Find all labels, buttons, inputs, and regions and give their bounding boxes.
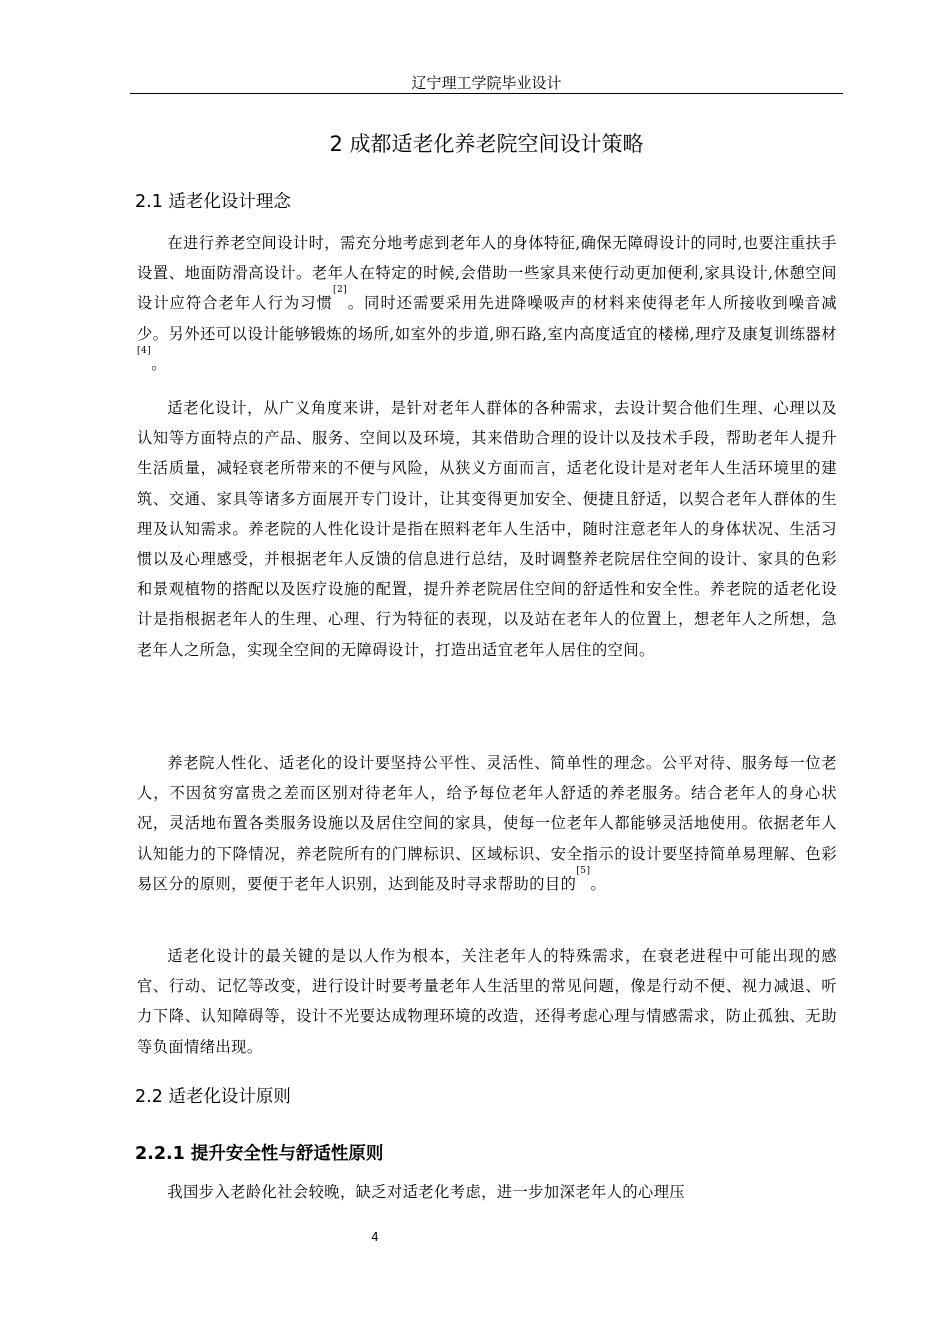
citation-ref: [5] (576, 865, 591, 876)
paragraph-text: 在进行养老空间设计时，需充分地考虑到老年人的身体特征,确保无障碍设计的同时,也要注重扶手设置、地面防滑高设计。老年人在特定的时候,会借助一些家具来使行动更加便利,家具设计,休憩空间设计应符合老年人行为习惯 (137, 234, 837, 313)
section-heading-2-1: 2.1 适老化设计理念 (135, 192, 291, 212)
section-heading-2-2-1: 2.2.1 提升安全性与舒适性原则 (135, 1144, 384, 1164)
citation-ref: [4] (137, 345, 152, 356)
running-header: 辽宁理工学院毕业设计 (411, 74, 562, 92)
paragraph-2-1-4: 适老化设计的最关键的是以人作为根本，关注老年人的特殊需求，在衰老进程中可能出现的感官、行动、记忆等改变，进行设计时要考量老年人生活里的常见问题，像是行动不便、视力减退、听力下降、认知障碍等，设计不光要达成物理环境的改造，还得考虑心理与情感需求，防止孤独、无助等负面情绪出现。 (137, 947, 837, 1056)
page-number: 4 (371, 1230, 379, 1244)
paragraph-text: 。 (151, 354, 167, 373)
paragraph-text: 养老院人性化、适老化的设计要坚持公平性、灵活性、简单性的理念。公平对待、服务每一位老人，不因贫穷富贵之差而区别对待老年人，给予每位老年人舒适的养老服务。结合老年人的身心状况，灵活地布置各类服务设施以及居住空间的家具，使每一位老年人都能够灵活地使用。依据老年人认知能力的下降情况，养老院所有的门牌标识、区域标识、安全指示的设计要坚持简单易理解、色彩易区分的原则，要便于老年人识别，达到能及时寻求帮助的目的 (137, 754, 837, 893)
paragraph-text: 。 (590, 874, 607, 893)
paragraph-2-1-3 (137, 748, 837, 899)
section-heading-2-2: 2.2 适老化设计原则 (135, 1087, 291, 1107)
chapter-title: 2 成都适老化养老院空间设计策略 (329, 132, 644, 156)
header-rule (130, 93, 843, 94)
citation-ref: [2] (332, 285, 348, 296)
paragraph-text: 。同时还需要采用先进降噪吸声的材料来使得老年人所接收到噪音减少。另外还可以设计能够锻炼的场所,如室外的步道,卵石路,室内高度适宜的楼梯,理疗及康复训练器材 (137, 294, 838, 343)
paragraph-2-1-1 (137, 228, 837, 379)
paragraph-2-2-1-1: 我国步入老龄化社会较晚，缺乏对适老化考虑，进一步加深老年人的心理压 (167, 1183, 686, 1201)
paragraph-2-1-2: 适老化设计，从广义角度来讲，是针对老年人群体的各种需求，去设计契合他们生理、心理以及认知等方面特点的产品、服务、空间以及环境，其来借助合理的设计以及技术手段，帮助老年人提升生活质量，减轻衰老所带来的不便与风险，从狭义方面而言，适老化设计是对老年人生活环境里的建筑、交通、家具等诸多方面展开专门设计，让其变得更加安全、便捷且舒适，以契合老年人群体的生理及认知需求。养老院的人性化设计是指在照料老年人生活中，随时注意老年人的身体状况、生活习惯以及心理感受，并根据老年人反馈的信息进行总结，及时调整养老院居住空间的设计、家具的色彩和景观植物的搭配以及医疗设施的配置，提升养老院居住空间的舒适性和安全性。养老院的适老化设计是指根据老年人的生理、心理、行为特征的表现，以及站在老年人的位置上，想老年人之所想，急老年人之所急，实现全空间的无障碍设计，打造出适宜老年人居住的空间。 (137, 399, 837, 659)
